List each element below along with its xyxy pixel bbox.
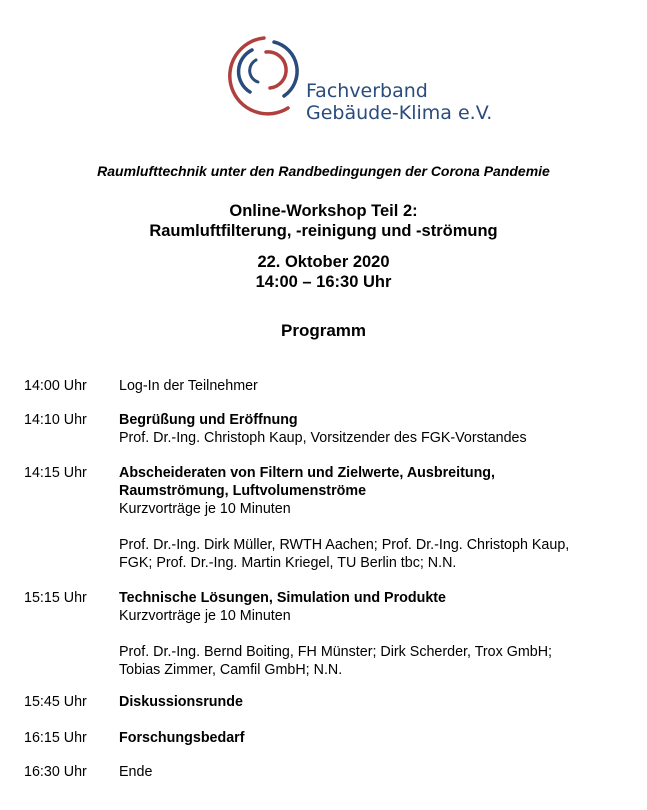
schedule-subtitle: Kurzvorträge je 10 Minuten <box>119 608 291 624</box>
event-subtitle: Raumlufttechnik unter den Randbedingungen der Corona Pandemie <box>97 163 550 179</box>
schedule-time: 15:45 Uhr <box>24 694 87 710</box>
schedule-title: Technische Lösungen, Simulation und Produkte <box>119 590 446 606</box>
schedule-title: Begrüßung und Eröffnung <box>119 412 298 428</box>
schedule-time: 15:15 Uhr <box>24 590 87 606</box>
schedule-title-line-2: Raumströmung, Luftvolumenströme <box>119 483 367 499</box>
schedule-title: Diskussionsrunde <box>119 694 243 710</box>
event-date: 22. Oktober 2020 <box>257 253 390 271</box>
schedule-title: Forschungsbedarf <box>119 730 245 746</box>
fgk-logo <box>222 30 492 125</box>
schedule-time: 16:15 Uhr <box>24 730 87 746</box>
schedule-text: Log-In der Teilnehmer <box>119 378 258 394</box>
schedule-time: 14:00 Uhr <box>24 378 87 394</box>
programm-heading: Programm <box>280 321 367 340</box>
logo-circles-icon <box>222 30 302 125</box>
event-time-range: 14:00 – 16:30 Uhr <box>255 273 392 291</box>
logo-line-1: Fachverband <box>306 80 428 102</box>
schedule-speaker: Prof. Dr.-Ing. Christoph Kaup, Vorsitzender des FGK-Vorstandes <box>119 430 527 446</box>
schedule-speakers-line-1: Prof. Dr.-Ing. Dirk Müller, RWTH Aachen; Prof. Dr.-Ing. Christoph Kaup, <box>119 537 570 553</box>
schedule-speakers-line-1: Prof. Dr.-Ing. Bernd Boiting, FH Münster; Dirk Scherder, Trox GmbH; <box>119 644 553 660</box>
logo-line-2: Gebäude-Klima e.V. <box>306 102 493 124</box>
schedule-time: 14:10 Uhr <box>24 412 87 428</box>
schedule-title-line-1: Abscheideraten von Filtern und Zielwerte, Ausbreitung, <box>119 465 496 481</box>
schedule-time: 16:30 Uhr <box>24 764 87 780</box>
schedule-speakers-line-2: FGK; Prof. Dr.-Ing. Martin Kriegel, TU Berlin tbc; N.N. <box>119 555 457 571</box>
schedule-subtitle: Kurzvorträge je 10 Minuten <box>119 501 291 517</box>
schedule-speakers-line-2: Tobias Zimmer, Camfil GmbH; N.N. <box>119 662 343 678</box>
schedule-text: Ende <box>119 764 153 780</box>
logo-text <box>306 80 492 124</box>
date-block <box>0 252 647 292</box>
workshop-title <box>0 201 647 241</box>
workshop-title-line-1: Online-Workshop Teil 2: <box>229 202 418 220</box>
workshop-title-line-2: Raumluftfilterung, -reinigung und -strömung <box>149 222 498 240</box>
schedule-time: 14:15 Uhr <box>24 465 87 481</box>
